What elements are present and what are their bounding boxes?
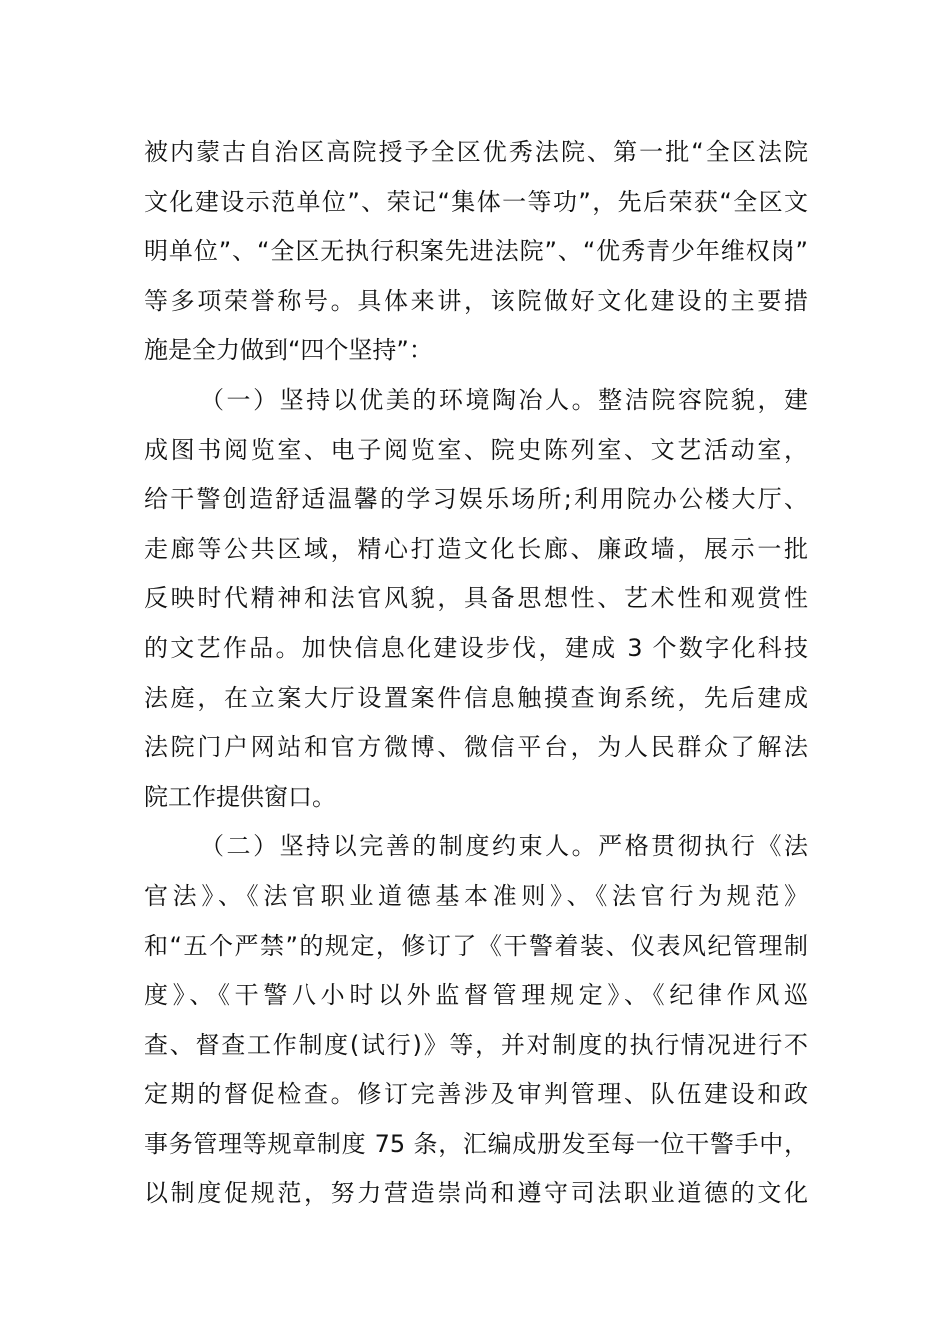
section-1-heading-line: （一）坚持以优美的环境陶冶人。整洁院容院貌，建 — [200, 385, 808, 414]
paragraph-line: 事务管理等规章制度 75 条，汇编成册发至每一位干警手中， — [144, 1129, 808, 1158]
paragraph-line: 官法》、《法官职业道德基本准则》、《法官行为规范》 — [144, 881, 808, 910]
paragraph-line: 给干警创造舒适温馨的学习娱乐场所;利用院办公楼大厅、 — [144, 485, 808, 514]
paragraph-line: 明单位”、“全区无执行积案先进法院”、“优秀青少年维权岗” — [144, 237, 808, 266]
paragraph-line: 走廊等公共区域，精心打造文化长廊、廉政墙，展示一批 — [144, 534, 808, 563]
paragraph-line: 的文艺作品。加快信息化建设步伐，建成 3 个数字化科技 — [144, 633, 808, 662]
paragraph-line: 文化建设示范单位”、荣记“集体一等功”，先后荣获“全区文 — [144, 187, 808, 216]
paragraph-line: 法院门户网站和官方微博、微信平台，为人民群众了解法 — [144, 733, 808, 762]
paragraph-line: 度》、《干警八小时以外监督管理规定》、《纪律作风巡 — [144, 981, 808, 1010]
paragraph-line: 施是全力做到“四个坚持”： — [144, 336, 433, 365]
paragraph-line: 反映时代精神和法官风貌，具备思想性、艺术性和观赏性 — [144, 584, 808, 613]
paragraph-line: 定期的督促检查。修订完善涉及审判管理、队伍建设和政 — [144, 1080, 808, 1109]
body-text — [144, 128, 808, 1219]
paragraph-line: 院工作提供窗口。 — [144, 782, 336, 811]
paragraph-line: 被内蒙古自治区高院授予全区优秀法院、第一批“全区法院 — [144, 138, 808, 166]
paragraph-line: 成图书阅览室、电子阅览室、院史陈列室、文艺活动室， — [144, 435, 808, 464]
paragraph-line: 以制度促规范，努力营造崇尚和遵守司法职业道德的文化 — [144, 1179, 808, 1208]
paragraph-line: 查、督查工作制度(试行)》等，并对制度的执行情况进行不 — [144, 1030, 808, 1059]
paragraph-line: 法庭，在立案大厅设置案件信息触摸查询系统，先后建成 — [144, 683, 808, 712]
paragraph-line: 等多项荣誉称号。具体来讲，该院做好文化建设的主要措 — [144, 286, 808, 315]
paragraph-line: 和“五个严禁”的规定，修订了《干警着装、仪表风纪管理制 — [144, 931, 808, 960]
section-2-heading-line: （二）坚持以完善的制度约束人。严格贯彻执行《法 — [200, 832, 808, 861]
